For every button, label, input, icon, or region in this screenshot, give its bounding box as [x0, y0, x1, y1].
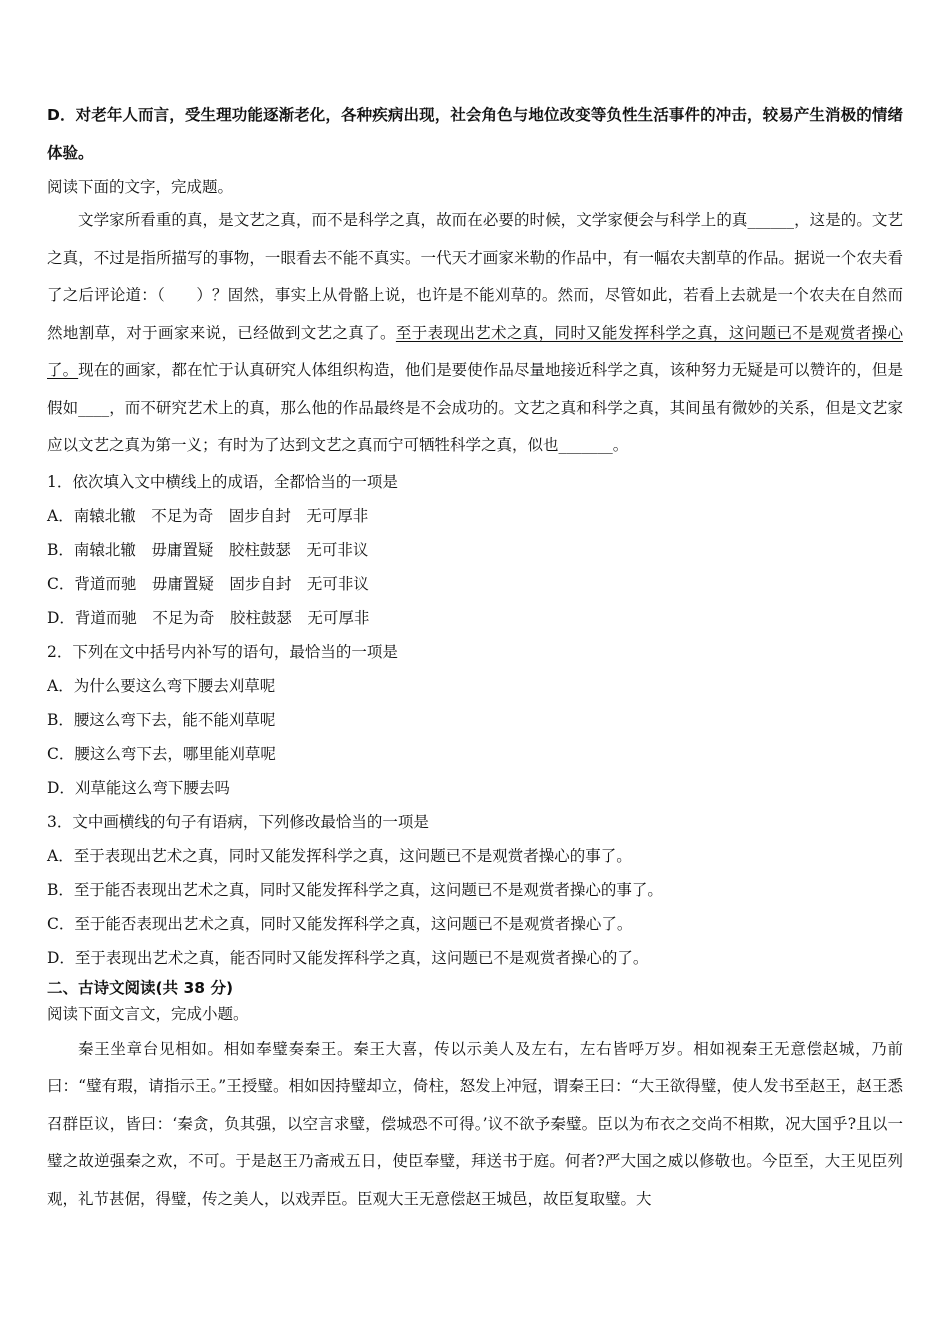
option-b: B．南辕北辙 毋庸置疑 胶柱鼓瑟 无可非议: [47, 540, 369, 559]
option-a: A．为什么要这么弯下腰去刈草呢: [47, 676, 276, 695]
question-stem: 1．依次填入文中横线上的成语，全都恰当的一项是: [47, 472, 398, 491]
section1-passage: [47, 202, 903, 465]
option-d: D．背道而驰 不足为奇 胶柱鼓瑟 无可厚非: [47, 608, 370, 627]
option-b: B．至于能否表现出艺术之真，同时又能发挥科学之真，这问题已不是观赏者操心的事了。: [47, 880, 663, 899]
section2-title: 二、古诗文阅读(共 38 分): [47, 978, 234, 997]
passage-part-b: 现在的画家，都在忙于认真研究人体组织构造，他们是要使作品尽量地接近科学之真，该种努力无疑是可以赞许的，但是假如____，而不研究艺术上的真，那么他的作品最终是不会成功的。文艺之真和科学之真，其间虽有微妙的关系，但是文艺家应以文艺之真为第一义；有时为了达到文艺之真而宁可牺牲科学之真，似也_______。: [47, 361, 903, 454]
question-2: [47, 635, 903, 805]
option-d: D．刈草能这么弯下腰去吗: [47, 778, 230, 797]
option-c: C．至于能否表现出艺术之真，同时又能发挥科学之真，这问题已不是观赏者操心了。: [47, 914, 633, 933]
question-stem: 2．下列在文中括号内补写的语句，最恰当的一项是: [47, 642, 398, 661]
section2-passage: 秦王坐章台见相如。相如奉璧奏秦王。秦王大喜，传以示美人及左右，左右皆呼万岁。相如视秦王无意偿赵城，乃前曰：“璧有瑕，请指示王。”王授璧。相如因持璧却立，倚柱，怒发上冲冠，谓秦王曰：“大王欲得璧，使人发书至赵王，赵王悉召群臣议，皆曰：‘秦贪，负其强，以空言求璧，偿城恐不可得。’议不欲予秦璧。臣以为布衣之交尚不相欺，况大国乎?且以一璧之故逆强秦之欢，不可。于是赵王乃斋戒五日，使臣奉璧，拜送书于庭。何者?严大国之威以修敬也。今臣至，大王见臣列观，礼节甚倨，得璧，传之美人，以戏弄臣。臣观大王无意偿赵王城邑，故臣复取璧。大: [47, 1039, 903, 1208]
section2-intro: 阅读下面文言文，完成小题。: [47, 1004, 249, 1023]
question-3: [47, 805, 903, 975]
option-c: C．腰这么弯下去，哪里能刈草呢: [47, 744, 276, 763]
passage-part-a: 文学家所看重的真，是文艺之真，而不是科学之真，故而在必要的时候，文学家便会与科学上的真______，这是的。文艺之真，不过是指所描写的事物，一眼看去不能不真实。一代天才画家米勒的作品中，有一幅农夫割草的作品。据说一个农夫看了之后评论道：（ ）？固然，事实上从骨骼上说，也许是不能刈草的。然而，尽管如此，若看上去就是一个农夫在自然而然地割草，对于画家来说，已经做到文艺之真了。: [47, 211, 903, 342]
option-d: D．至于表现出艺术之真，能否同时又能发挥科学之真，这问题已不是观赏者操心的了。: [47, 948, 649, 967]
option-a: A．至于表现出艺术之真，同时又能发挥科学之真，这问题已不是观赏者操心的事了。: [47, 846, 632, 865]
question-stem: 3．文中画横线的句子有语病，下列修改最恰当的一项是: [47, 812, 429, 831]
section1-intro: 阅读下面的文字，完成题。: [47, 178, 234, 196]
previous-option-d: D．对老年人而言，受生理功能逐渐老化，各种疾病出现，社会角色与地位改变等负性生活事件的冲击，较易产生消极的情绪体验。: [47, 106, 903, 162]
option-b: B．腰这么弯下去，能不能刈草呢: [47, 710, 276, 729]
option-a: A．南辕北辙 不足为奇 固步自封 无可厚非: [47, 506, 369, 525]
option-c: C．背道而驰 毋庸置疑 固步自封 无可非议: [47, 574, 369, 593]
underlined-sentence: 至于表现出艺术之真，同时又能发挥科学之真，这问题已不是观赏者操心了。: [47, 323, 903, 379]
question-1: [47, 465, 903, 635]
document-page: [47, 96, 903, 1218]
